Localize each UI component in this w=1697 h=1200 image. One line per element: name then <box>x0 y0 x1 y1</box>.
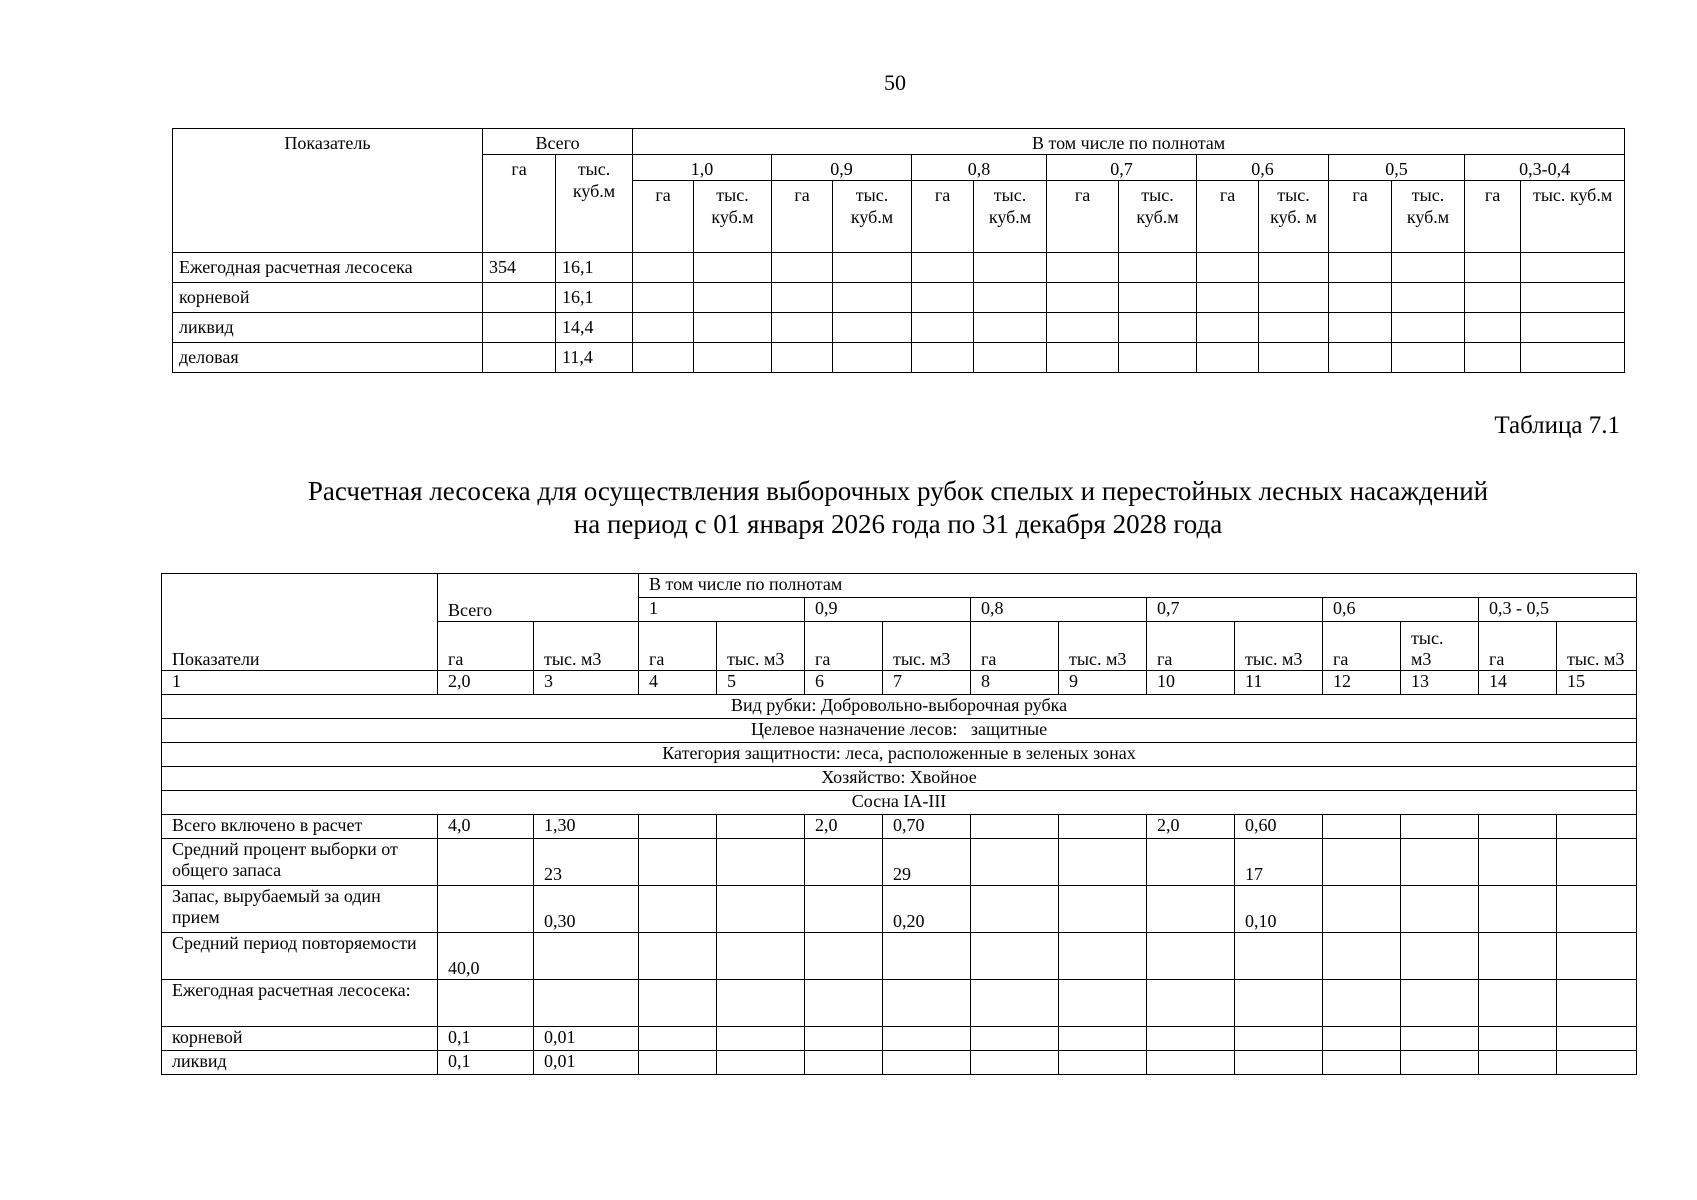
cell <box>971 839 1059 886</box>
cell <box>1479 839 1557 886</box>
table-row <box>162 839 1637 886</box>
column-number: 1 <box>162 671 438 695</box>
cell <box>1059 839 1147 886</box>
cell <box>805 980 883 1027</box>
column-numbers-row <box>162 671 1637 695</box>
header-ha: га <box>912 181 974 253</box>
header-fullness-4: 0,7 <box>1147 598 1323 622</box>
cell <box>1323 886 1401 933</box>
cell <box>639 839 717 886</box>
cell <box>1059 886 1147 933</box>
cell <box>1479 886 1557 933</box>
cell <box>1235 933 1323 980</box>
cell: 40,0 <box>438 933 534 980</box>
cell-ha <box>483 283 556 313</box>
header-indicator: Показатель <box>173 129 483 253</box>
header-fullness-5: 0,6 <box>1197 155 1329 181</box>
cell <box>1479 815 1557 839</box>
table-row <box>173 253 1625 283</box>
cell <box>1401 886 1479 933</box>
column-number: 15 <box>1557 671 1637 695</box>
cell <box>717 886 805 933</box>
cell <box>1147 980 1235 1027</box>
column-number: 6 <box>805 671 883 695</box>
cell <box>805 1051 883 1075</box>
cell <box>1147 933 1235 980</box>
cell <box>1557 815 1637 839</box>
cell <box>971 1027 1059 1051</box>
cell <box>1479 933 1557 980</box>
allowable-cut-summary-table <box>172 128 1625 373</box>
table-row <box>173 283 1625 313</box>
cell <box>971 980 1059 1027</box>
cell <box>1401 1027 1479 1051</box>
header-fullness-5: 0,6 <box>1323 598 1479 622</box>
cell <box>1323 1027 1401 1051</box>
cell: 0,01 <box>534 1051 639 1075</box>
cell <box>971 815 1059 839</box>
row-label: Средний период повторяемости <box>162 933 438 980</box>
cell <box>1479 980 1557 1027</box>
column-number: 7 <box>883 671 971 695</box>
cell <box>1323 980 1401 1027</box>
header-volume: тыс. м3 <box>534 622 639 671</box>
row-label: ликвид <box>162 1051 438 1075</box>
header-total-volume: тыс. куб.м <box>556 155 633 253</box>
cell-volume: 11,4 <box>556 343 633 373</box>
header-ha: га <box>1197 181 1259 253</box>
header-fullness-7: 0,3-0,4 <box>1465 155 1625 181</box>
cell <box>805 839 883 886</box>
cell <box>639 1051 717 1075</box>
header-volume: тыс. м3 <box>1235 622 1323 671</box>
header-fullness-6: 0,3 - 0,5 <box>1479 598 1637 622</box>
cell <box>1401 980 1479 1027</box>
table-row <box>162 886 1637 933</box>
selective-cutting-table <box>161 573 1637 1075</box>
cell <box>883 1051 971 1075</box>
cell-ha <box>483 343 556 373</box>
header-ha: га <box>1323 622 1401 671</box>
column-number: 12 <box>1323 671 1401 695</box>
row-label: ликвид <box>173 313 483 343</box>
cell <box>883 1027 971 1051</box>
cell <box>1147 886 1235 933</box>
cell: 1,30 <box>534 815 639 839</box>
header-total: Всего <box>438 574 639 622</box>
cell <box>639 933 717 980</box>
cell <box>805 886 883 933</box>
row-label: деловая <box>173 343 483 373</box>
cell <box>971 886 1059 933</box>
header-total-ha: га <box>483 155 556 253</box>
cell: 0,20 <box>883 886 971 933</box>
section-economy: Хозяйство: Хвойное <box>162 767 1637 791</box>
page-number: 50 <box>884 70 906 95</box>
column-number: 13 <box>1401 671 1479 695</box>
table-title-line-1: Расчетная лесосека для осуществления выборочных рубок спелых и перестойных лесных насаждений <box>307 476 1489 506</box>
header-ha: га <box>772 181 833 253</box>
header-fullness-1: 1 <box>639 598 805 622</box>
cell <box>1147 1027 1235 1051</box>
header-volume: тыс. м3 <box>1059 622 1147 671</box>
cell: 0,01 <box>534 1027 639 1051</box>
header-volume: тыс. куб.м <box>1119 181 1197 253</box>
cell <box>1557 886 1637 933</box>
cell: 4,0 <box>438 815 534 839</box>
cell <box>1401 815 1479 839</box>
cell <box>438 886 534 933</box>
section-protection-category: Категория защитности: леса, расположенные в зеленых зонах <box>162 743 1637 767</box>
cell <box>1323 1051 1401 1075</box>
cell <box>639 1027 717 1051</box>
header-in-fullness: В том числе по полнотам <box>633 129 1625 155</box>
cell: 0,70 <box>883 815 971 839</box>
table-row <box>173 313 1625 343</box>
cell <box>883 933 971 980</box>
header-ha: га <box>639 622 717 671</box>
table-title <box>172 475 1624 541</box>
cell <box>971 1051 1059 1075</box>
table-title-line-2: на период с 01 января 2026 года по 31 декабря 2028 года <box>573 509 1223 539</box>
header-ha: га <box>1465 181 1521 253</box>
cell: 0,1 <box>438 1027 534 1051</box>
header-fullness-4: 0,7 <box>1047 155 1197 181</box>
cell-volume: 16,1 <box>556 283 633 313</box>
cell <box>717 815 805 839</box>
row-label: Ежегодная расчетная лесосека <box>173 253 483 283</box>
header-volume: тыс. м3 <box>717 622 805 671</box>
cell-volume: 14,4 <box>556 313 633 343</box>
cell-ha: 354 <box>483 253 556 283</box>
cell <box>717 933 805 980</box>
row-label: корневой <box>162 1027 438 1051</box>
cell <box>717 980 805 1027</box>
cell: 17 <box>1235 839 1323 886</box>
table-row <box>173 343 1625 373</box>
cell <box>1401 839 1479 886</box>
header-volume: тыс. куб.м <box>1392 181 1465 253</box>
table-row <box>162 815 1637 839</box>
cell <box>1557 1051 1637 1075</box>
header-ha: га <box>1479 622 1557 671</box>
column-number: 9 <box>1059 671 1147 695</box>
row-label: Всего включено в расчет <box>162 815 438 839</box>
header-fullness-3: 0,8 <box>971 598 1147 622</box>
header-fullness-6: 0,5 <box>1329 155 1465 181</box>
header-volume: тыс. м3 <box>1401 622 1479 671</box>
table-row <box>162 1051 1637 1075</box>
cell <box>438 980 534 1027</box>
header-in-fullness: В том числе по полнотам <box>639 574 1637 598</box>
cell <box>1479 1051 1557 1075</box>
cell <box>1557 1027 1637 1051</box>
header-fullness-3: 0,8 <box>912 155 1047 181</box>
cell <box>1235 1051 1323 1075</box>
header-volume: тыс. м3 <box>883 622 971 671</box>
cell <box>1235 980 1323 1027</box>
cell <box>534 933 639 980</box>
header-fullness-2: 0,9 <box>805 598 971 622</box>
column-number: 3 <box>534 671 639 695</box>
cell: 0,60 <box>1235 815 1323 839</box>
cell <box>805 933 883 980</box>
cell <box>534 980 639 1027</box>
cell <box>1059 933 1147 980</box>
cell <box>1557 933 1637 980</box>
cell <box>717 1051 805 1075</box>
header-ha: га <box>1329 181 1392 253</box>
column-number: 4 <box>639 671 717 695</box>
row-label: Ежегодная расчетная лесосека: <box>162 980 438 1027</box>
cell <box>639 815 717 839</box>
column-number: 2,0 <box>438 671 534 695</box>
section-species: Сосна IA-III <box>162 791 1637 815</box>
cell <box>1323 839 1401 886</box>
header-volume: тыс. м3 <box>1557 622 1637 671</box>
column-number: 8 <box>971 671 1059 695</box>
cell <box>717 1027 805 1051</box>
cell <box>1059 1051 1147 1075</box>
header-volume: тыс. куб.м <box>1521 181 1625 253</box>
section-forest-purpose: Целевое назначение лесов: защитные <box>162 719 1637 743</box>
cell-ha <box>483 313 556 343</box>
cell <box>1323 933 1401 980</box>
cell: 23 <box>534 839 639 886</box>
cell <box>1401 1051 1479 1075</box>
cell <box>805 1027 883 1051</box>
cell <box>971 933 1059 980</box>
cell <box>639 886 717 933</box>
row-label: корневой <box>173 283 483 313</box>
column-number: 11 <box>1235 671 1323 695</box>
row-label: Средний процент выборки от общего запаса <box>162 839 438 886</box>
cell <box>639 980 717 1027</box>
header-ha: га <box>1147 622 1235 671</box>
cell <box>1235 1027 1323 1051</box>
header-volume: тыс. куб.м <box>694 181 772 253</box>
header-ha: га <box>805 622 883 671</box>
table-row <box>162 1027 1637 1051</box>
table-caption: Таблица 7.1 <box>1494 412 1620 439</box>
row-label: Запас, вырубаемый за один прием <box>162 886 438 933</box>
cell: 0,30 <box>534 886 639 933</box>
cell <box>1147 1051 1235 1075</box>
cell <box>1147 839 1235 886</box>
column-number: 10 <box>1147 671 1235 695</box>
header-fullness-1: 1,0 <box>633 155 772 181</box>
header-fullness-2: 0,9 <box>772 155 912 181</box>
header-total: Всего <box>483 129 633 155</box>
section-cutting-type: Вид рубки: Добровольно-выборочная рубка <box>162 695 1637 719</box>
header-ha: га <box>1047 181 1119 253</box>
cell: 2,0 <box>805 815 883 839</box>
header-ha: га <box>633 181 694 253</box>
cell <box>1479 1027 1557 1051</box>
header-indicators: Показатели <box>162 574 438 671</box>
table-row <box>162 933 1637 980</box>
cell: 0,10 <box>1235 886 1323 933</box>
cell: 29 <box>883 839 971 886</box>
table-row <box>162 980 1637 1027</box>
header-ha: га <box>971 622 1059 671</box>
cell <box>1557 980 1637 1027</box>
column-number: 14 <box>1479 671 1557 695</box>
header-volume: тыс. куб.м <box>974 181 1047 253</box>
cell <box>438 839 534 886</box>
column-number: 5 <box>717 671 805 695</box>
cell <box>1059 1027 1147 1051</box>
header-volume: тыс. куб. м <box>1259 181 1329 253</box>
cell <box>1059 815 1147 839</box>
header-ha: га <box>438 622 534 671</box>
cell <box>1401 933 1479 980</box>
cell: 2,0 <box>1147 815 1235 839</box>
cell <box>717 839 805 886</box>
cell <box>1323 815 1401 839</box>
cell-volume: 16,1 <box>556 253 633 283</box>
cell <box>1557 839 1637 886</box>
header-volume: тыс. куб.м <box>833 181 912 253</box>
cell <box>1059 980 1147 1027</box>
cell: 0,1 <box>438 1051 534 1075</box>
cell <box>883 980 971 1027</box>
